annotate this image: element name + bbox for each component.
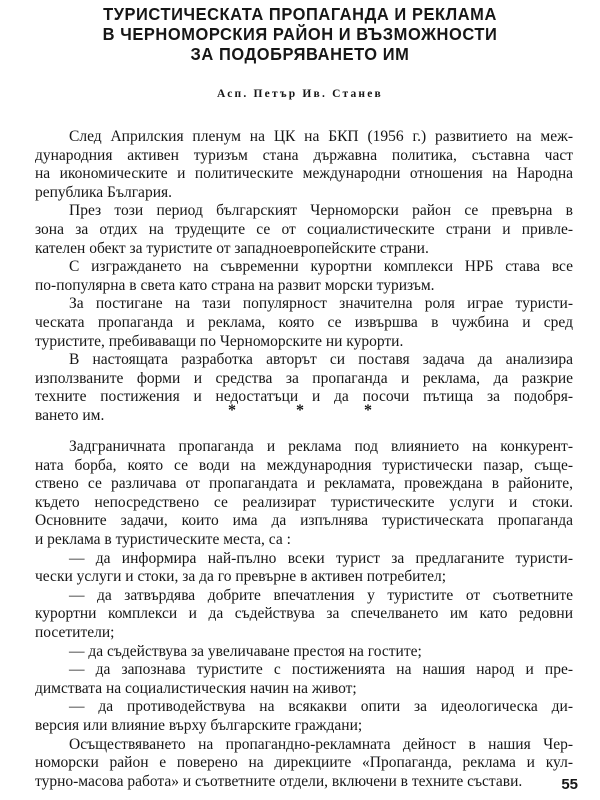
text-line: димствата на социалистическия начин на живот; [35,679,357,697]
text-line: техните постижения и недостатъци и да посочи пътища за подобря- [35,388,573,406]
text-line: версия или влияние върху българските граждани; [35,716,363,734]
text-line: За постигане на тази популярност значителна роля играе туристи- [69,295,573,313]
text-line: — да информира най-пълно всеки турист за предлаганите туристи- [69,549,573,567]
text-line: ческата пропаганда и реклама, която се извършва в чужбина и сред [35,313,573,331]
text-line: зона за отдих на трудещите се от социалистическите страни и привле- [35,220,573,238]
section-separator: * * * [228,402,400,419]
text-line: Задграничната пропаганда и реклама под влиянието на конкурент- [69,438,573,455]
text-line: където непосредствено се реализират туристическите услуги и стоки. [35,493,573,511]
text-line: турно-масова работа» и съответните отдели, включени в техните състави. [35,772,523,790]
text-line: посетители; [35,623,115,641]
title-line-2: В ЧЕРНОМОРСКИЯ РАЙОН И ВЪЗМОЖНОСТИ [102,24,498,44]
text-line: кателен обект за туристите от западноевропейските страни. [35,239,429,257]
text-line: и реклама в туристическите места, са : [35,530,291,548]
text-line: туристите, пребиваващи по Черноморските ни курорти. [35,332,404,350]
page-number: 55 [561,776,578,793]
text-line: С изграждането на съвременни курортни комплекси НРБ става все [69,258,573,276]
main-section [35,438,573,791]
text-line: — да противодействува на всякакви опити за идеологическа ди- [69,698,573,716]
text-line: ването им. [35,406,105,424]
text-line: използваните форми и средства за пропаганда и реклама, да разкрие [35,369,573,387]
text-line: Основните задачи, които има да изпълнява туристическата пропаганда [35,512,573,530]
text-line: След Априлския пленум на ЦК на БКП (1956 г.) развитието на меж- [69,128,573,145]
text-line: на икономическите и политическите международни отношения на Народна [35,165,573,183]
text-line: — да затвърдява добрите впечатления у туристите от съответните [69,586,573,604]
text-line: В настоящата разработка авторът си поставя задача да анализира [69,351,573,369]
text-line: курортни комплекси и да съдействува за спечелването им като редовни [35,605,573,623]
introduction-section [35,128,573,426]
text-line: — да съдействува за увеличаване престоя на гостите; [69,642,422,660]
text-line: номорски район е поверено на дирекциите «Пропаганда, реклама и кул- [35,754,573,772]
text-line: — да запознава туристите с постиженията на нашия народ и пре- [69,661,573,679]
text-line: дународния активен туризъм стана държавна политика, съставна част [35,146,573,164]
text-line: През този период българският Черноморски район се превърна в [69,202,573,220]
text-line: по-популярна в света като страна на развит морски туризъм. [35,276,435,294]
text-line: република България. [35,183,172,201]
author-line: Асп. Петър Ив. Станев [217,88,383,100]
text-line: ната борба, която се води на международния туристически пазар, съще- [35,456,573,474]
text-line: Осъществяването на пропагандно-рекламната дейност в нашия Чер- [69,735,573,753]
title-line-3: ЗА ПОДОБРЯВАНЕТО ИМ [190,44,410,64]
article-title [18,4,582,64]
text-line: чески услуги и стоки, за да го превърне в активен потребител; [35,568,447,586]
title-line-1: ТУРИСТИЧЕСКАТА ПРОПАГАНДА И РЕКЛАМА [103,4,497,24]
text-line: ствено се различава от пропагандата и рекламата, провеждана в районите, [35,475,573,493]
